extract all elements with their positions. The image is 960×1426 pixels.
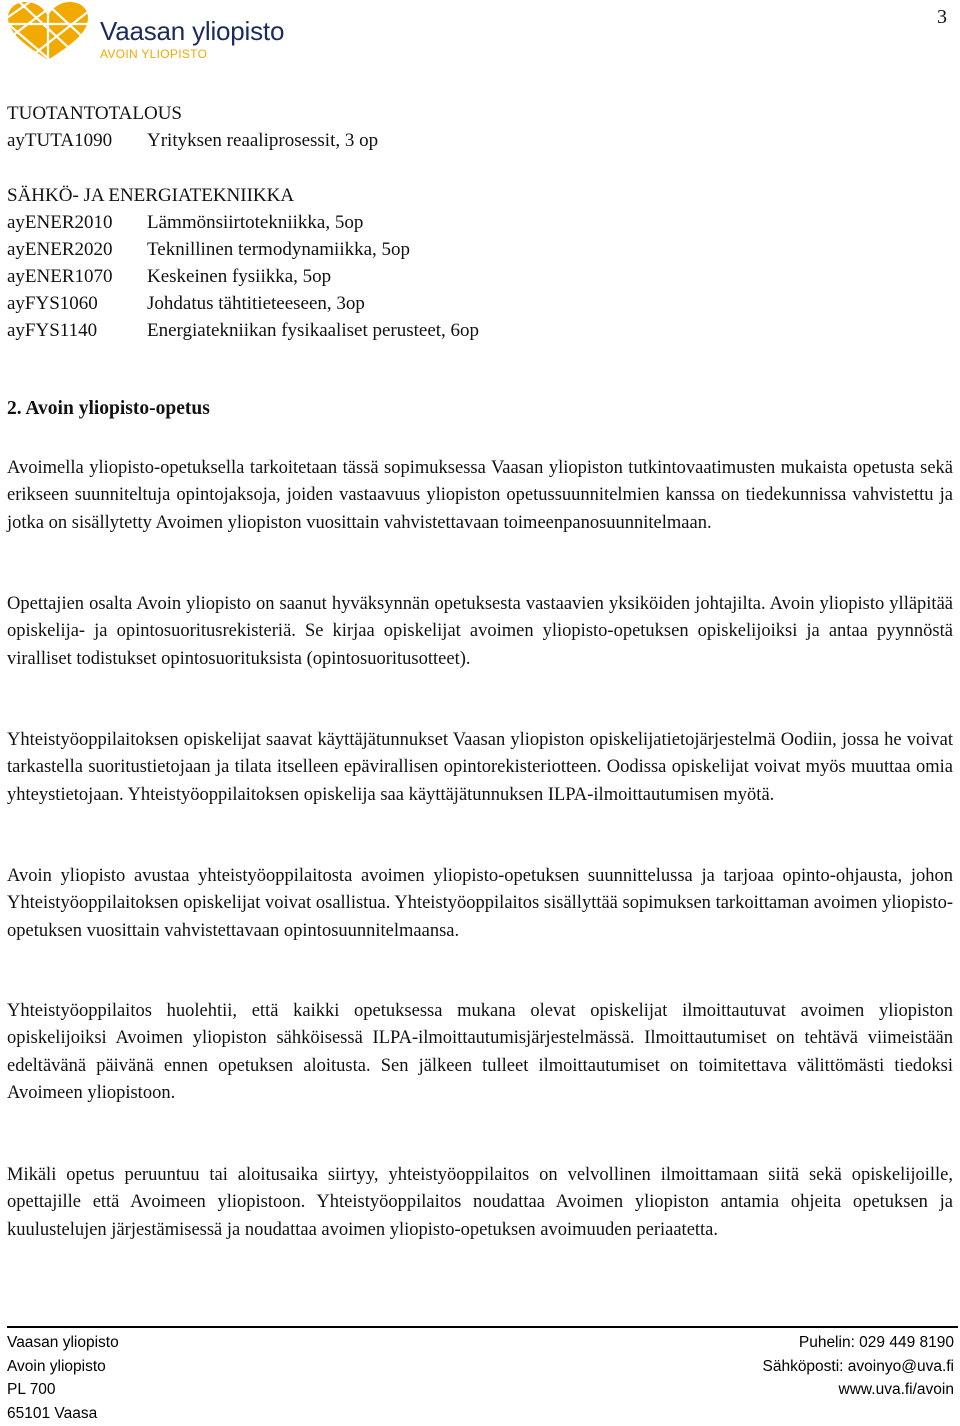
footer-line: PL 700 — [7, 1381, 56, 1398]
course-row — [7, 209, 479, 236]
course-group-tuotantotalous — [7, 100, 378, 154]
course-group-title: SÄHKÖ- JA ENERGIATEKNIIKKA — [7, 185, 295, 206]
paragraph: Avoimella yliopisto-opetuksella tarkoitetaan tässä sopimuksessa Vaasan yliopiston tutkintovaatimusten mukaista opetusta sekä erikseen suunniteltuja opintojaksoja, joiden vastaavuus yliopiston opetussuunnitelmien kanssa on tiedekunnissa vahvistettu ja jotka on sisällytetty Avoimen yliopiston vuosittain vahvistettavaan toimeenpanosuunnitelmaan. — [7, 458, 953, 533]
footer-divider — [7, 1326, 958, 1328]
course-name: Energiatekniikan fysikaaliset perusteet, 6op — [147, 320, 480, 341]
course-row — [7, 290, 479, 317]
footer-line: Avoin yliopisto — [7, 1357, 106, 1375]
course-row — [7, 236, 479, 263]
logo-name: Vaasan yliopisto — [100, 16, 285, 46]
paragraph: Mikäli opetus peruuntuu tai aloitusaika siirtyy, yhteistyöoppilaitos on velvollinen ilmoittamaan siitä sekä opiskelijoille, opettajille että Avoimeen yliopistoon. Yhteistyöoppilaitos noudattaa Avoimen yliopiston antamia ohjeita opetuksen ja kuulustelujen järjestämisessä ja noudattaa avoimen yliopisto-opetuksen avoimuuden periaatetta. — [7, 1165, 953, 1240]
paragraph: Opettajien osalta Avoin yliopisto on saanut hyväksynnän opetuksesta vastaavien yksiköiden johtajilta. Avoin yliopisto ylläpitää opiskelija- ja opintosuoritusrekisteriä. Se kirjaa opiskelijat avoimen yliopisto-opetuksen opiskelijoiksi ja antaa pyynnöstä viralliset todistukset opintosuorituksista (opintosuoritusotteet). — [7, 594, 953, 669]
course-name: Teknillinen termodynamiikka, 5op — [147, 239, 411, 260]
course-name: Yrityksen reaaliprosessit, 3 op — [147, 130, 379, 151]
footer-line: 65101 Vaasa — [7, 1404, 98, 1422]
footer-email: Sähköposti: avoinyo@uva.fi — [762, 1357, 954, 1375]
paragraph: Yhteistyöoppilaitoksen opiskelijat saavat käyttäjätunnukset Vaasan yliopiston opiskelijatietojärjestelmä Oodiin, jossa he voivat tarkastella suoritustietojaan ja tilata itselleen epävirallisen opintorekisteriotteen. Oodissa opiskelijat voivat myös muuttaa omia yhteystietojaan. Yhteistyöoppilaitoksen opiskelija saa käyttäjätunnuksen ILPA-ilmoittautumisen myötä. — [7, 730, 953, 805]
footer-address — [7, 1331, 119, 1425]
footer-website: www.uva.fi/avoin — [838, 1381, 954, 1398]
university-logo — [4, 2, 314, 64]
course-code: ayENER1070 — [7, 266, 113, 287]
course-row — [7, 317, 479, 344]
paragraph: Yhteistyöoppilaitos huolehtii, että kaikki opetuksessa mukana olevat opiskelijat ilmoittautuvat avoimen yliopiston opiskelijoiksi Avoimen yliopiston sähköisessä ILPA-ilmoittautumisjärjestelmässä. Ilmoittautumiset on tehtävä viimeistään edeltävänä päivänä ennen opetuksen aloitusta. Sen jälkeen tulleet ilmoittautumiset on toimitettava välittömästi tiedoksi Avoimeen yliopistoon. — [7, 1001, 953, 1103]
course-code: ayFYS1140 — [7, 320, 98, 341]
course-code: ayENER2010 — [7, 212, 113, 233]
course-code: ayENER2020 — [7, 239, 113, 260]
course-code: ayFYS1060 — [7, 293, 98, 314]
section-heading: 2. Avoin yliopisto-opetus — [7, 398, 210, 419]
page-number: 3 — [937, 6, 947, 28]
course-name: Keskeinen fysiikka, 5op — [147, 266, 332, 287]
footer-line: Vaasan yliopisto — [7, 1334, 119, 1351]
paragraph: Avoin yliopisto avustaa yhteistyöoppilaitosta avoimen yliopisto-opetuksen suunnittelussa ja tarjoaa opinto-ohjausta, johon Yhteistyöoppilaitoksen opiskelijat voivat osallistua. Yhteistyöoppilaitos sisällyttää sopimuksen tarkoittaman avoimen yliopisto-opetuksen vuosittain vahvistettavaan opintosuunnitelmaansa. — [7, 866, 953, 941]
course-name: Lämmönsiirtotekniikka, 5op — [147, 212, 364, 233]
heart-logo-icon — [4, 2, 92, 64]
course-row — [7, 127, 378, 154]
course-code: ayTUTA1090 — [7, 130, 113, 151]
footer-phone: Puhelin: 029 449 8190 — [798, 1334, 954, 1351]
footer-contact — [762, 1331, 954, 1402]
course-name: Johdatus tähtitieteeseen, 3op — [147, 293, 365, 314]
course-group-sahko — [7, 182, 479, 344]
logo-subtitle: AVOIN YLIOPISTO — [100, 47, 208, 61]
course-row — [7, 263, 479, 290]
course-group-title: TUOTANTOTALOUS — [7, 103, 182, 124]
